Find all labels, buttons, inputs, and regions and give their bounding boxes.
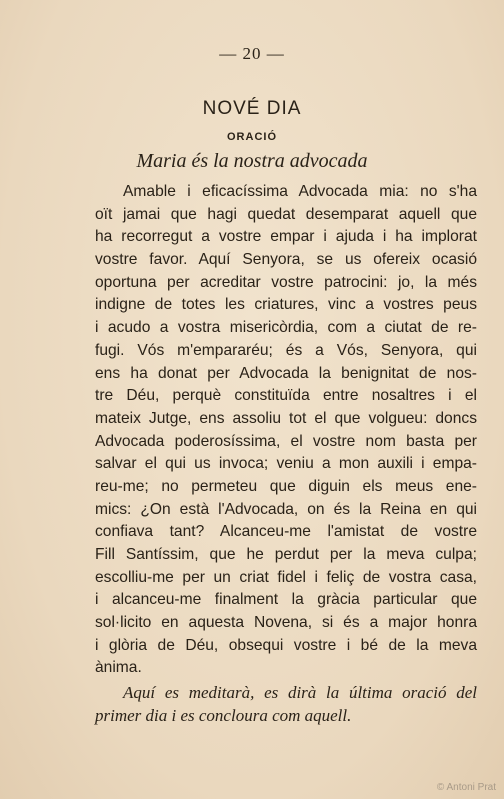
body-line: salvar el qui us invoca; veniu a mon auxili i empa- xyxy=(95,455,477,473)
body-line: i acudo a vostra misericòrdia, com a ciutat de re- xyxy=(95,319,477,337)
body-line: sol·licito en aquesta Novena, si és a major honra xyxy=(95,614,477,632)
section-heading: NOVÉ DIA xyxy=(202,98,302,119)
body-line: reu-me; no permeteu que diguin els meus ene- xyxy=(95,477,477,495)
body-line: Advocada poderosíssima, el vostre nom basta per xyxy=(95,432,477,450)
prayer-body xyxy=(95,181,477,728)
body-line: escolliu-me per un criat fidel i feliç de vostra casa, xyxy=(95,568,477,586)
closing-note xyxy=(95,682,477,727)
body-line: ha recorregut a vostre empar i ajuda i ha implorat xyxy=(95,228,477,246)
closing-line: primer dia i es concloura com aquell. xyxy=(95,705,352,725)
body-line: oportuna per acreditar vostre patrocini: jo, la més xyxy=(95,273,477,291)
body-line: Fill Santíssim, que he perdut per la meva culpa; xyxy=(95,546,477,563)
body-line: i alcanceu-me finalment la gràcia particular que xyxy=(95,591,477,609)
body-line: Amable i eficacíssima Advocada mia: no s'ha xyxy=(123,183,477,200)
body-line: vostre favor. Aquí Senyora, se us ofereix ocasió xyxy=(95,251,477,269)
body-line: ens ha donat per Advocada la benignitat de nos- xyxy=(95,364,477,382)
body-line: i glòria de Déu, obsequi vostre i bé de la meva xyxy=(95,636,477,654)
copyright-watermark: © Antoni Prat xyxy=(436,782,496,793)
body-line: confiava tant? Alcanceu-me l'amistat de vostre xyxy=(95,523,477,541)
body-line: ànima. xyxy=(95,659,142,677)
body-line: oït jamai que hagi quedat desemparat aquell que xyxy=(95,205,477,223)
section-subheading: ORACIÓ xyxy=(227,131,277,143)
page-number: — 20 — xyxy=(219,44,285,63)
closing-line: Aquí es meditarà, es dirà la última oració del xyxy=(123,683,477,703)
body-line: fugi. Vós m'empararéu; és a Vós, Senyora, qui xyxy=(95,341,477,359)
prayer-title: Maria és la nostra advocada xyxy=(136,150,368,172)
body-line: mateix Jutge, ens assoliu tot el que volgueu: doncs xyxy=(95,409,477,427)
body-line: indigne de totes les criatures, vinc a vostres peus xyxy=(95,296,477,314)
body-line: tre Déu, perquè constituïda entre nosaltres i el xyxy=(95,387,477,405)
body-line: mics: ¿On està l'Advocada, on és la Reina en qui xyxy=(95,500,477,518)
